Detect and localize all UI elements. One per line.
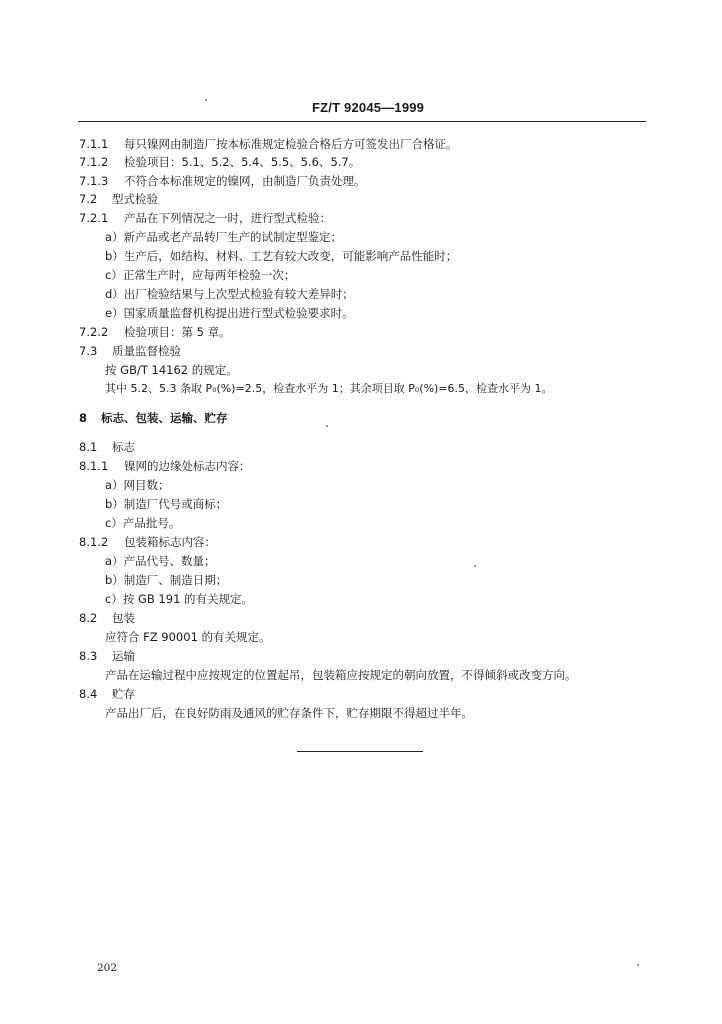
- paragraph-text: 按 GB/T 14162 的规定。: [105, 363, 238, 377]
- list-item-c: c）产品批号。: [105, 516, 181, 530]
- clause-7-1-1: [79, 137, 458, 151]
- section-title: 标志: [112, 440, 135, 454]
- end-rule: [297, 751, 423, 752]
- clause-number: 7.2.2: [79, 325, 109, 339]
- section-title: 贮存: [112, 687, 135, 701]
- section-number: 8.4: [79, 687, 98, 701]
- list-item-e: e）国家质量监督机构提出进行型式检验要求时。: [105, 306, 354, 320]
- list-item-c: c）正常生产时，应每两年检验一次；: [105, 268, 296, 282]
- clause-7-1-3: [79, 174, 366, 188]
- chapter-number: 8: [79, 411, 88, 425]
- clause-text: 不符合本标准规定的镍网，由制造厂负责处理。: [124, 174, 366, 188]
- clause-8-1-1: [79, 459, 251, 473]
- section-8-4-heading: [79, 687, 135, 701]
- section-title: 质量监督检验: [112, 344, 181, 358]
- section-title: 型式检验: [112, 192, 158, 206]
- list-item-b: b）制造厂代号或商标；: [105, 497, 228, 511]
- paragraph-text: 应符合 FZ 90001 的有关规定。: [105, 630, 271, 644]
- list-item-a: a）新产品或老产品转厂生产的试制定型鉴定；: [105, 230, 343, 244]
- clause-number: 7.1.3: [79, 174, 109, 188]
- clause-number: 8.1.1: [79, 459, 109, 473]
- clause-number: 7.1.2: [79, 155, 109, 169]
- section-number: 8.3: [79, 649, 98, 663]
- clause-text: 包装箱标志内容：: [124, 535, 216, 549]
- section-7-2-heading: [79, 192, 158, 206]
- chapter-8-heading: [79, 411, 228, 425]
- section-8-2-heading: [79, 611, 135, 625]
- section-7-3-heading: [79, 344, 181, 358]
- list-item-d: d）出厂检验结果与上次型式检验有较大差异时；: [105, 287, 354, 301]
- section-number: 8.1: [79, 440, 98, 454]
- section-8-1-heading: [79, 440, 135, 454]
- scan-speck: [637, 964, 639, 966]
- paragraph-text: 产品在运输过程中应按规定的位置起吊，包装箱应按规定的朝向放置，不得倾斜或改变方向。: [105, 668, 577, 682]
- section-title: 包装: [112, 611, 135, 625]
- clause-text: 检验项目：第 5 章。: [124, 325, 231, 339]
- list-item-c: c）按 GB 191 的有关规定。: [105, 592, 254, 606]
- clause-number: 8.1.2: [79, 535, 109, 549]
- list-item-a: a）产品代号、数量；: [105, 554, 216, 568]
- section-number: 7.3: [79, 344, 98, 358]
- clause-text: 检验项目：5.1、5.2、5.4、5.5、5.6、5.7。: [124, 155, 361, 169]
- section-title: 运输: [112, 649, 135, 663]
- chapter-title: 标志、包装、运输、贮存: [101, 411, 228, 425]
- scan-speck: [474, 565, 476, 567]
- clause-8-1-2: [79, 535, 216, 549]
- header-rule: [78, 121, 646, 122]
- list-item-a: a）网目数；: [105, 478, 170, 492]
- page-number: 202: [97, 962, 118, 974]
- standard-code: FZ/T 92045—1999: [312, 100, 425, 115]
- paragraph-text: 其中 5.2、5.3 条取 P₀(%)=2.5，检查水平为 1；其余项目取 P₀(%)=6.5，检查水平为 1。: [105, 382, 553, 395]
- list-item-b: b）制造厂、制造日期；: [105, 573, 228, 587]
- section-number: 7.2: [79, 192, 98, 206]
- clause-text: 产品在下列情况之一时，进行型式检验：: [124, 211, 331, 225]
- clause-text: 每只镍网由制造厂按本标准规定检验合格后方可签发出厂合格证。: [124, 137, 458, 151]
- section-8-3-heading: [79, 649, 135, 663]
- clause-7-2-2: [79, 325, 231, 339]
- section-number: 8.2: [79, 611, 98, 625]
- clause-7-1-2: [79, 155, 360, 169]
- clause-7-2-1: [79, 211, 331, 225]
- clause-number: 7.1.1: [79, 137, 109, 151]
- list-item-b: b）生产后，如结构、材料、工艺有较大改变，可能影响产品性能时；: [105, 249, 458, 263]
- clause-text: 镍网的边缘处标志内容：: [124, 459, 251, 473]
- scan-speck: [205, 99, 207, 101]
- paragraph-text: 产品出厂后，在良好防雨及通风的贮存条件下，贮存期限不得超过半年。: [105, 706, 473, 720]
- clause-number: 7.2.1: [79, 211, 109, 225]
- scan-speck: [326, 425, 328, 427]
